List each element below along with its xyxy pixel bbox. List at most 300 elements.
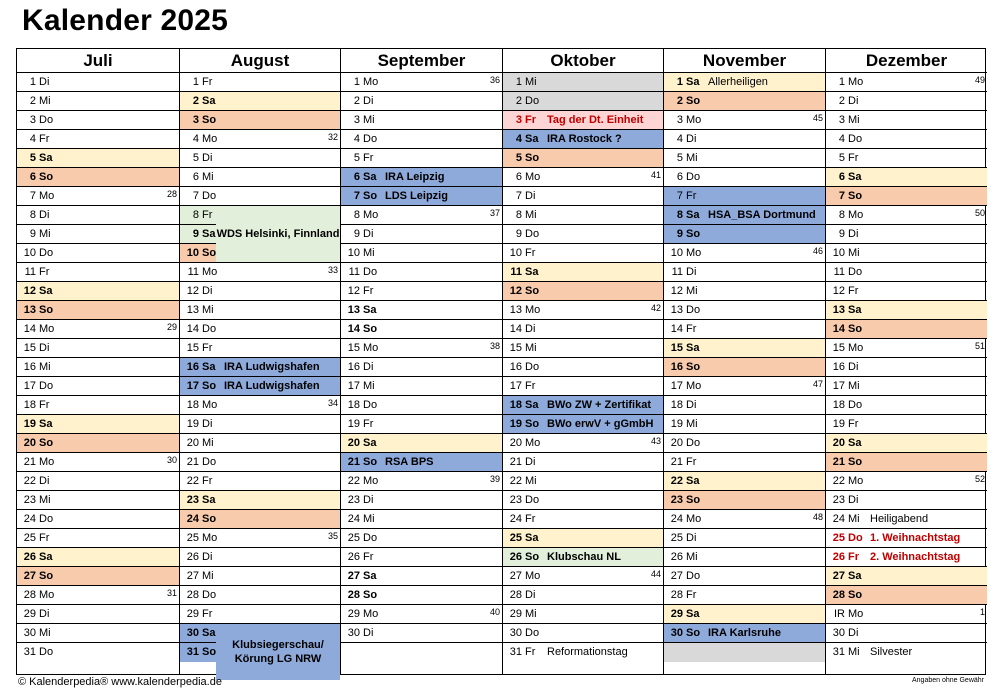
weekday: So <box>686 627 701 639</box>
day-row[interactable] <box>664 586 825 605</box>
weekday: Mi <box>202 171 214 183</box>
day-row[interactable] <box>17 415 179 434</box>
day-row[interactable] <box>826 168 987 187</box>
day-number: 29 <box>186 608 199 620</box>
day-row[interactable] <box>17 244 179 263</box>
event-label: HSA_BSA Dortmund <box>708 209 816 221</box>
day-row[interactable] <box>503 434 663 453</box>
day-row[interactable] <box>503 244 663 263</box>
day-row[interactable] <box>180 111 340 130</box>
weekday: Di <box>39 209 50 221</box>
week-number: 52 <box>974 474 985 484</box>
day-row[interactable] <box>664 605 825 624</box>
weekday: So <box>39 171 54 183</box>
day-row[interactable] <box>341 339 502 358</box>
day-number: 17 <box>186 380 199 392</box>
day-row[interactable] <box>503 624 663 643</box>
day-row[interactable] <box>503 453 663 472</box>
day-number: 8 <box>192 209 199 221</box>
day-row[interactable] <box>17 301 179 320</box>
weekday: Fr <box>848 152 859 164</box>
day-row[interactable] <box>341 567 502 586</box>
day-row[interactable] <box>341 187 502 206</box>
day-row[interactable] <box>17 453 179 472</box>
day-row[interactable] <box>503 92 663 111</box>
day-row[interactable] <box>503 529 663 548</box>
day-row[interactable] <box>826 567 987 586</box>
day-row[interactable] <box>341 453 502 472</box>
weekday: Di <box>39 475 50 487</box>
day-row[interactable] <box>341 434 502 453</box>
weekday: Fr <box>39 399 50 411</box>
day-row[interactable] <box>664 415 825 434</box>
weekday: Do <box>848 532 863 544</box>
weekday: Fr <box>525 380 536 392</box>
day-number: 17 <box>670 380 683 392</box>
day-row[interactable] <box>17 187 179 206</box>
day-row[interactable] <box>180 320 340 339</box>
day-row[interactable] <box>503 111 663 130</box>
weekday: Mo <box>848 209 864 221</box>
day-row[interactable] <box>664 225 825 244</box>
week-number: 41 <box>650 170 661 180</box>
day-row[interactable] <box>17 206 179 225</box>
day-row[interactable] <box>341 605 502 624</box>
day-row[interactable] <box>180 529 340 548</box>
day-row[interactable] <box>503 168 663 187</box>
day-row[interactable] <box>341 586 502 605</box>
day-row[interactable] <box>664 282 825 301</box>
weekday: Mi <box>848 114 860 126</box>
event-label: 2. Weihnachtstag <box>870 551 961 563</box>
day-number: 15 <box>186 342 199 354</box>
day-row[interactable] <box>180 263 340 282</box>
day-row[interactable] <box>17 130 179 149</box>
weekday: So <box>363 589 378 601</box>
day-row[interactable] <box>180 567 340 586</box>
event-label: Tag der Dt. Einheit <box>547 114 644 126</box>
day-row[interactable] <box>826 320 987 339</box>
day-row[interactable] <box>180 377 340 396</box>
day-row[interactable] <box>826 92 987 111</box>
day-row[interactable] <box>503 358 663 377</box>
week-number: 48 <box>812 512 823 522</box>
day-row[interactable] <box>341 624 502 643</box>
day-row[interactable] <box>17 168 179 187</box>
day-row[interactable] <box>503 263 663 282</box>
day-row[interactable] <box>17 434 179 453</box>
week-number: 38 <box>489 341 500 351</box>
day-row[interactable] <box>503 73 663 92</box>
day-row[interactable] <box>503 282 663 301</box>
month-header: September <box>341 49 502 73</box>
event-label: Allerheiligen <box>708 76 768 88</box>
week-number: 39 <box>489 474 500 484</box>
day-row[interactable] <box>664 434 825 453</box>
day-number: 10 <box>832 247 845 259</box>
weekday: So <box>848 589 863 601</box>
day-row[interactable] <box>826 111 987 130</box>
day-row[interactable] <box>341 548 502 567</box>
day-row[interactable] <box>17 586 179 605</box>
day-row[interactable] <box>826 225 987 244</box>
week-number: 45 <box>812 113 823 123</box>
weekday: Mi <box>39 361 51 373</box>
day-row[interactable] <box>664 643 825 662</box>
day-row[interactable] <box>664 149 825 168</box>
day-row[interactable] <box>180 130 340 149</box>
day-number: 8 <box>676 209 683 221</box>
day-row[interactable] <box>664 396 825 415</box>
day-row[interactable] <box>180 510 340 529</box>
day-row[interactable] <box>664 567 825 586</box>
day-row[interactable] <box>664 206 825 225</box>
day-row[interactable] <box>341 510 502 529</box>
day-row[interactable] <box>17 263 179 282</box>
weekday: Do <box>39 247 54 259</box>
day-row[interactable] <box>503 586 663 605</box>
day-row[interactable] <box>180 149 340 168</box>
day-row[interactable] <box>826 263 987 282</box>
day-row[interactable] <box>17 225 179 244</box>
day-row[interactable] <box>664 358 825 377</box>
day-number: 27 <box>23 570 36 582</box>
day-number: 24 <box>832 513 845 525</box>
day-row[interactable] <box>180 586 340 605</box>
day-row[interactable] <box>826 187 987 206</box>
day-number: 21 <box>347 456 360 468</box>
day-row[interactable] <box>826 624 987 643</box>
day-row[interactable] <box>503 491 663 510</box>
day-row[interactable] <box>503 339 663 358</box>
day-row[interactable] <box>341 282 502 301</box>
day-number: 12 <box>23 285 36 297</box>
day-row[interactable] <box>341 263 502 282</box>
day-row[interactable] <box>503 567 663 586</box>
day-number: 1 <box>515 76 522 88</box>
weekday: So <box>686 95 701 107</box>
day-row[interactable] <box>826 453 987 472</box>
weekday: Fr <box>202 608 213 620</box>
event-label: IRA Karlsruhe <box>708 627 781 639</box>
day-row[interactable] <box>664 92 825 111</box>
week-number: 36 <box>489 75 500 85</box>
day-row[interactable] <box>341 73 502 92</box>
day-row[interactable] <box>664 130 825 149</box>
weekday: Mo <box>525 304 541 316</box>
day-row[interactable] <box>180 605 340 624</box>
day-row[interactable] <box>180 472 340 491</box>
day-row[interactable] <box>503 510 663 529</box>
day-row[interactable] <box>826 130 987 149</box>
day-row[interactable] <box>503 149 663 168</box>
day-row[interactable] <box>17 643 179 662</box>
day-row[interactable] <box>180 396 340 415</box>
day-row[interactable] <box>664 320 825 339</box>
weekday: Do <box>39 114 54 126</box>
day-row[interactable] <box>180 415 340 434</box>
day-number: 5 <box>192 152 199 164</box>
day-number: 11 <box>510 266 522 278</box>
day-row[interactable] <box>826 643 987 662</box>
day-row[interactable] <box>826 529 987 548</box>
day-row[interactable] <box>664 73 825 92</box>
day-row[interactable] <box>17 358 179 377</box>
day-row[interactable] <box>17 510 179 529</box>
day-row[interactable] <box>826 339 987 358</box>
day-row[interactable] <box>17 472 179 491</box>
month-header: November <box>664 49 825 73</box>
day-row[interactable] <box>341 415 502 434</box>
day-row[interactable] <box>17 605 179 624</box>
day-row[interactable] <box>180 491 340 510</box>
day-row[interactable] <box>826 510 987 529</box>
weekday: Do <box>686 570 701 582</box>
day-row[interactable] <box>503 225 663 244</box>
day-number: 6 <box>515 171 522 183</box>
event-label: Heiligabend <box>870 513 929 525</box>
day-number: 18 <box>670 399 683 411</box>
day-row[interactable] <box>341 168 502 187</box>
day-number: 10 <box>509 247 522 259</box>
weekday: Do <box>686 304 701 316</box>
day-row[interactable] <box>826 472 987 491</box>
day-row[interactable] <box>664 339 825 358</box>
day-row[interactable] <box>664 472 825 491</box>
day-row[interactable] <box>826 244 987 263</box>
day-number: 2 <box>838 95 845 107</box>
event-label: LDS Leipzig <box>385 190 448 202</box>
day-row[interactable] <box>180 168 340 187</box>
day-row[interactable] <box>503 187 663 206</box>
day-row[interactable] <box>826 586 987 605</box>
weekday: Di <box>202 418 213 430</box>
weekday: Di <box>202 551 213 563</box>
day-row[interactable] <box>180 73 340 92</box>
day-row[interactable] <box>17 282 179 301</box>
day-number: 28 <box>186 589 199 601</box>
weekday: Mi <box>525 76 537 88</box>
weekday: Sa <box>848 171 862 183</box>
day-row[interactable] <box>503 643 663 662</box>
day-row[interactable] <box>341 377 502 396</box>
day-row[interactable] <box>17 111 179 130</box>
weekday: So <box>202 646 217 658</box>
day-number: 16 <box>23 361 36 373</box>
weekday: Di <box>686 133 697 145</box>
day-number: 24 <box>509 513 522 525</box>
day-number: 25 <box>670 532 683 544</box>
event-block: Klubsiegerschau/ Körung LG NRW <box>216 624 340 680</box>
day-number: 30 <box>186 627 199 639</box>
weekday: Sa <box>525 399 539 411</box>
day-row[interactable] <box>826 73 987 92</box>
day-row[interactable] <box>17 624 179 643</box>
day-row[interactable] <box>664 529 825 548</box>
footer-disclaimer: Angaben ohne Gewähr <box>912 677 984 684</box>
day-row[interactable] <box>664 377 825 396</box>
weekday: So <box>525 551 540 563</box>
week-number: 30 <box>166 455 177 465</box>
day-row[interactable] <box>503 415 663 434</box>
day-row[interactable] <box>17 567 179 586</box>
day-number: 23 <box>23 494 36 506</box>
day-row[interactable] <box>341 225 502 244</box>
weekday: Do <box>525 95 540 107</box>
day-row[interactable] <box>826 358 987 377</box>
day-row[interactable] <box>664 168 825 187</box>
day-row[interactable] <box>664 187 825 206</box>
day-row[interactable] <box>341 111 502 130</box>
day-row[interactable] <box>664 548 825 567</box>
weekday: Mi <box>39 494 51 506</box>
day-row[interactable] <box>341 130 502 149</box>
weekday: Fr <box>686 456 697 468</box>
weekday: Di <box>848 228 859 240</box>
month-column-november <box>663 49 825 674</box>
day-row[interactable] <box>180 282 340 301</box>
day-row[interactable] <box>826 149 987 168</box>
day-row[interactable] <box>341 396 502 415</box>
day-number: 25 <box>186 532 199 544</box>
day-row[interactable] <box>341 320 502 339</box>
weekday: Sa <box>686 209 700 221</box>
day-row[interactable] <box>17 339 179 358</box>
day-row[interactable] <box>826 206 987 225</box>
day-row[interactable] <box>826 377 987 396</box>
week-number: 42 <box>650 303 661 313</box>
day-row[interactable] <box>826 434 987 453</box>
day-row[interactable] <box>503 320 663 339</box>
event-label: Klubschau NL <box>547 551 621 563</box>
day-number: 18 <box>347 399 360 411</box>
weekday: Sa <box>686 608 700 620</box>
weekday: Do <box>525 494 540 506</box>
day-row[interactable] <box>17 377 179 396</box>
day-number: 11 <box>187 266 199 278</box>
weekday: Di <box>686 266 697 278</box>
footer-copyright: © Kalenderpedia® www.kalenderpedia.de <box>18 676 222 688</box>
weekday: Mo <box>363 475 379 487</box>
day-row[interactable] <box>826 301 987 320</box>
day-row[interactable] <box>341 529 502 548</box>
weekday: Mi <box>525 342 537 354</box>
day-number: 14 <box>186 323 199 335</box>
day-row[interactable] <box>664 263 825 282</box>
weekday: Fr <box>686 323 697 335</box>
day-number: 3 <box>838 114 845 126</box>
day-row[interactable] <box>341 301 502 320</box>
day-number: 21 <box>186 456 199 468</box>
day-row[interactable] <box>503 301 663 320</box>
weekday: Mo <box>848 475 864 487</box>
day-row[interactable] <box>341 491 502 510</box>
day-row[interactable] <box>180 92 340 111</box>
day-row[interactable] <box>826 282 987 301</box>
day-number: 6 <box>192 171 199 183</box>
day-number: 9 <box>838 228 845 240</box>
day-row[interactable] <box>664 491 825 510</box>
day-row[interactable] <box>826 396 987 415</box>
day-number: 1 <box>838 76 845 88</box>
weekday: Sa <box>363 437 377 449</box>
day-number: 2 <box>353 95 360 107</box>
day-number: 5 <box>676 152 683 164</box>
day-number: 3 <box>353 114 360 126</box>
day-row[interactable] <box>341 472 502 491</box>
day-row[interactable] <box>341 92 502 111</box>
day-row[interactable] <box>826 605 987 624</box>
day-row[interactable] <box>180 434 340 453</box>
weekday: Mo <box>39 589 55 601</box>
day-number: 4 <box>515 133 522 145</box>
day-row[interactable] <box>17 73 179 92</box>
week-number: 46 <box>812 246 823 256</box>
day-number: 5 <box>515 152 522 164</box>
day-row[interactable] <box>180 301 340 320</box>
weekday: Sa <box>363 570 377 582</box>
day-number: 18 <box>186 399 199 411</box>
weekday: Do <box>363 399 378 411</box>
day-row[interactable] <box>180 453 340 472</box>
day-row[interactable] <box>664 301 825 320</box>
day-number: 17 <box>832 380 845 392</box>
day-row[interactable] <box>180 339 340 358</box>
day-row[interactable] <box>341 244 502 263</box>
day-row[interactable] <box>17 491 179 510</box>
day-row[interactable] <box>664 111 825 130</box>
day-row[interactable] <box>826 415 987 434</box>
day-row[interactable] <box>180 548 340 567</box>
day-row[interactable] <box>503 206 663 225</box>
day-row[interactable] <box>664 244 825 263</box>
day-row[interactable] <box>17 548 179 567</box>
day-row[interactable] <box>503 130 663 149</box>
day-row[interactable] <box>664 510 825 529</box>
day-row[interactable] <box>826 491 987 510</box>
day-number: 13 <box>509 304 522 316</box>
day-number: 2 <box>515 95 522 107</box>
weekday: Do <box>202 589 217 601</box>
day-row[interactable] <box>826 548 987 567</box>
day-number: 16 <box>186 361 199 373</box>
day-row[interactable] <box>180 187 340 206</box>
day-row[interactable] <box>341 149 502 168</box>
day-row[interactable] <box>341 206 502 225</box>
day-row[interactable] <box>17 396 179 415</box>
day-row[interactable] <box>503 605 663 624</box>
weekday: Fr <box>39 266 50 278</box>
day-number: 15 <box>832 342 845 354</box>
day-row[interactable] <box>664 624 825 643</box>
day-row[interactable] <box>17 149 179 168</box>
day-row[interactable] <box>503 396 663 415</box>
day-row[interactable] <box>341 358 502 377</box>
weekday: Mo <box>848 608 864 620</box>
day-row[interactable] <box>503 377 663 396</box>
day-row[interactable] <box>17 529 179 548</box>
day-row[interactable] <box>17 320 179 339</box>
day-row[interactable] <box>664 453 825 472</box>
day-row[interactable] <box>17 92 179 111</box>
day-number: 11 <box>24 266 36 278</box>
weekday: Do <box>363 266 378 278</box>
day-row[interactable] <box>503 472 663 491</box>
day-row[interactable] <box>503 548 663 567</box>
day-number: 3 <box>515 114 522 126</box>
day-number: 4 <box>29 133 36 145</box>
day-row[interactable] <box>180 358 340 377</box>
